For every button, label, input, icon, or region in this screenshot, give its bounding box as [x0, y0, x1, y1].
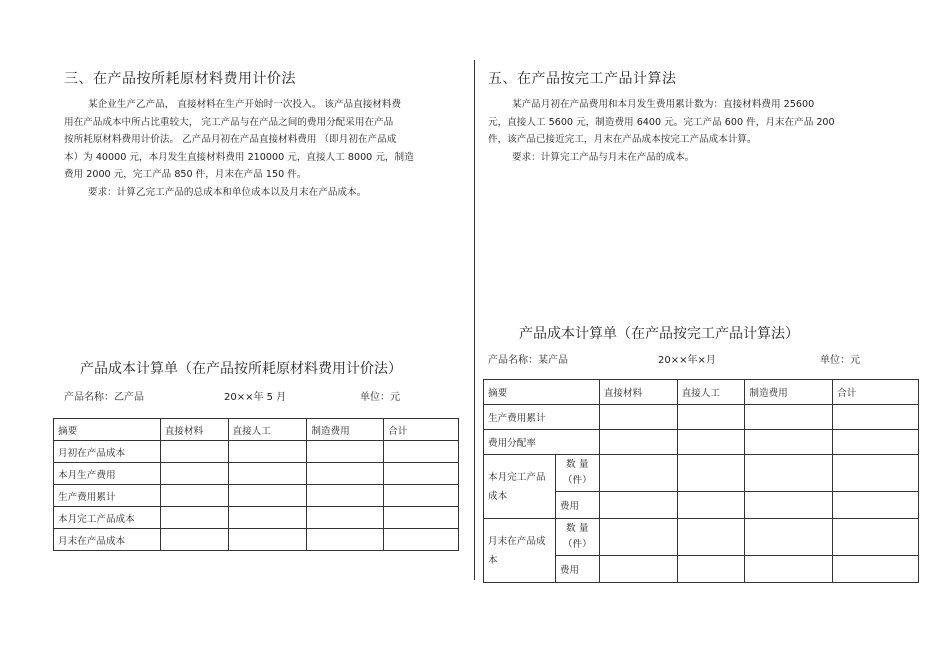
table-header-cell: 制造费用 — [745, 380, 833, 405]
table-cell — [599, 405, 677, 430]
table-cell — [599, 455, 677, 492]
table-cell — [160, 463, 228, 485]
sub-label: 费用 — [555, 556, 599, 583]
table-header-cell: 直接材料 — [160, 419, 228, 441]
table-row — [54, 463, 459, 485]
right-para-line: 某产品月初在产品费用和本月发生费用累计数为：直接材料费用 25600 — [512, 99, 815, 110]
table-cell — [228, 485, 307, 507]
table-cell — [745, 455, 833, 492]
left-para-line: 本）为 40000 元，本月发生直接材料费用 210000 元，直接人工 8000 元，制造 — [64, 151, 414, 163]
sub-label: 费用 — [555, 492, 599, 519]
table-cell — [745, 492, 833, 519]
table-header-cell: 制造费用 — [307, 419, 384, 441]
table-cell — [677, 455, 745, 492]
table-cell — [384, 485, 459, 507]
row-label: 费用分配率 — [484, 430, 600, 455]
right-date: 20××年×月 — [658, 355, 716, 366]
table-cell — [307, 463, 384, 485]
right-cost-table — [483, 379, 919, 583]
left-heading: 三、在产品按所耗原材料费用计价法 — [64, 71, 296, 87]
table-header-cell: 直接材料 — [599, 380, 677, 405]
table-cell — [745, 430, 833, 455]
left-para-line: 某企业生产乙产品， 直接材料在生产开始时一次投入。 该产品直接材料费 — [88, 99, 402, 110]
table-cell — [228, 507, 307, 529]
right-heading: 五、在产品按完工产品计算法 — [488, 71, 677, 87]
table-cell — [677, 405, 745, 430]
table-row — [54, 441, 459, 463]
row-label: 月末在产品成本 — [54, 529, 161, 551]
table-cell — [677, 430, 745, 455]
right-unit: 单位：元 — [820, 355, 860, 366]
right-para-line: 元，直接人工 5600 元，制造费用 6400 元。完工产品 600 件，月末在产品 200 — [488, 116, 835, 128]
table-cell — [228, 529, 307, 551]
table-row — [484, 405, 919, 430]
table-header-row — [484, 380, 919, 405]
left-para-line: 费用 2000 元，完工产品 850 件，月末在产品 150 件。 — [64, 169, 307, 180]
table-row — [54, 529, 459, 551]
right-para-line: 件，该产品已接近完工，月末在产品成本按完工产品成本计算。 — [488, 134, 757, 145]
table-cell — [307, 529, 384, 551]
table-cell — [160, 441, 228, 463]
table-cell — [833, 455, 919, 492]
table-cell — [745, 556, 833, 583]
table-cell — [833, 556, 919, 583]
table-row — [484, 455, 919, 492]
table-header-cell: 合计 — [384, 419, 459, 441]
table-cell — [745, 405, 833, 430]
left-table-title: 产品成本计算单（在产品按所耗原材料费用计价法） — [80, 361, 402, 377]
table-cell — [307, 441, 384, 463]
left-paragraph — [64, 96, 464, 201]
right-paragraph — [488, 96, 888, 166]
table-cell — [677, 492, 745, 519]
table-cell — [677, 556, 745, 583]
left-cost-table — [53, 418, 459, 551]
table-header-row — [54, 419, 459, 441]
table-cell — [599, 430, 677, 455]
table-header-cell: 摘要 — [484, 380, 600, 405]
row-label: 月初在产品成本 — [54, 441, 161, 463]
table-header-cell: 直接人工 — [228, 419, 307, 441]
table-cell — [599, 492, 677, 519]
table-cell — [160, 529, 228, 551]
row-label: 生产费用累计 — [484, 405, 600, 430]
left-para-line: 用在产品成本中所占比重较大， 完工产品与在产品之间的费用分配采用在产品 — [64, 116, 394, 128]
table-cell — [599, 519, 677, 556]
table-cell — [833, 430, 919, 455]
table-header-cell: 摘要 — [54, 419, 161, 441]
table-cell — [160, 507, 228, 529]
row-label: 生产费用累计 — [54, 485, 161, 507]
left-product-name: 产品名称：乙产品 — [64, 392, 144, 403]
right-requirement: 要求：计算完工产品与月末在产品的成本。 — [512, 151, 695, 163]
table-row — [54, 507, 459, 529]
table-header-cell: 直接人工 — [677, 380, 745, 405]
table-header-cell: 合计 — [833, 380, 919, 405]
table-cell — [307, 507, 384, 529]
table-row — [484, 430, 919, 455]
row-label: 本月生产费用 — [54, 463, 161, 485]
table-cell — [384, 463, 459, 485]
table-cell — [228, 463, 307, 485]
left-requirement: 要求：计算乙完工产品的总成本和单位成本以及月末在产品成本。 — [88, 186, 367, 198]
table-cell — [677, 519, 745, 556]
table-row — [484, 519, 919, 556]
left-date: 20××年 5 月 — [224, 392, 287, 403]
table-cell — [599, 556, 677, 583]
table-cell — [228, 441, 307, 463]
row-group-label: 本月完工产品成本 — [484, 455, 556, 519]
row-group-label: 月末在产品成本 — [484, 519, 556, 583]
table-cell — [384, 507, 459, 529]
table-cell — [833, 492, 919, 519]
table-cell — [307, 485, 384, 507]
table-row — [54, 485, 459, 507]
right-product-name: 产品名称：某产品 — [488, 355, 568, 366]
column-divider — [474, 60, 475, 580]
sub-label: 数 量（件） — [555, 519, 599, 556]
table-cell — [160, 485, 228, 507]
right-table-title: 产品成本计算单（在产品按完工产品计算法） — [519, 326, 799, 342]
row-label: 本月完工产品成本 — [54, 507, 161, 529]
table-cell — [745, 519, 833, 556]
table-cell — [833, 405, 919, 430]
left-unit: 单位：元 — [360, 392, 400, 403]
table-cell — [384, 441, 459, 463]
left-para-line: 按所耗原材料费用计价法。 乙产品月初在产品直接材料费用 （即月初在产品成 — [64, 134, 397, 145]
table-cell — [833, 519, 919, 556]
sub-label: 数 量（件） — [555, 455, 599, 492]
table-cell — [384, 529, 459, 551]
